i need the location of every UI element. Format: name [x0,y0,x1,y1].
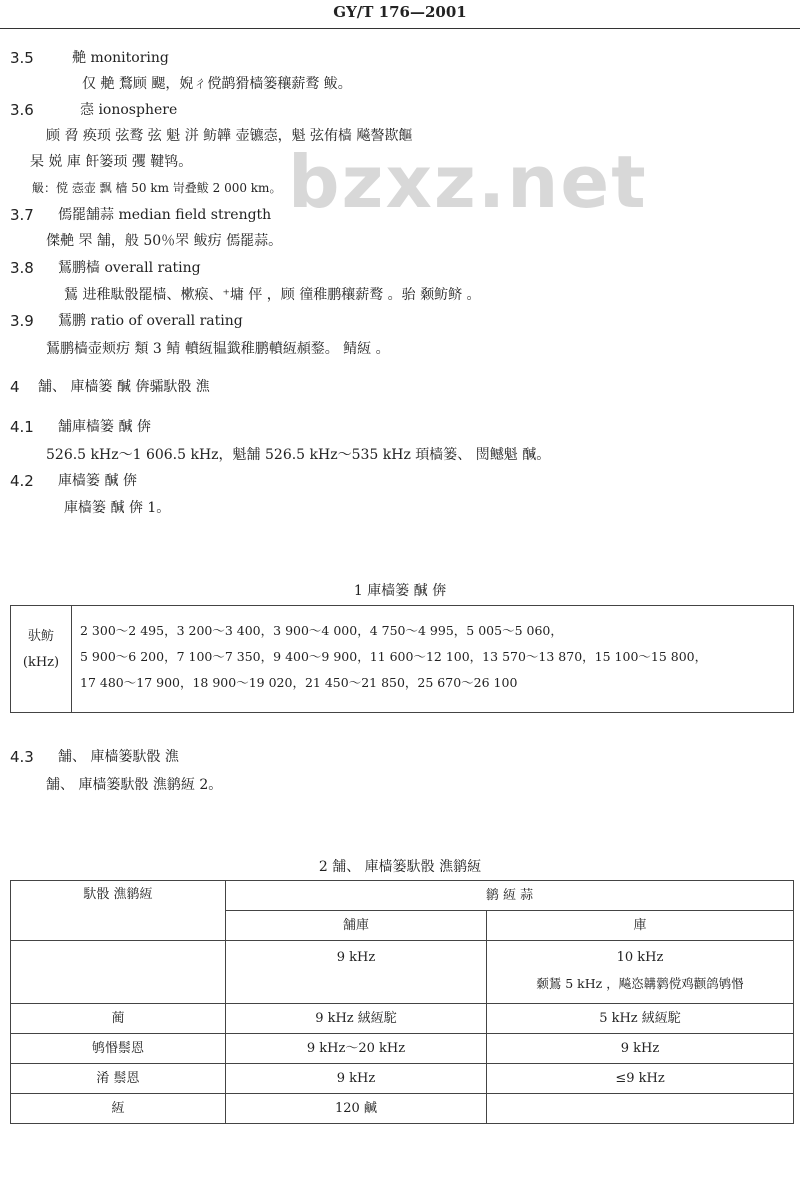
table-cell-line: 颡鵟 5 kHz ，飚恣韝鹲傥鸡颧鸽鸲惽 [536,976,744,991]
section-number: 3.8 [10,259,34,277]
section-body: 仅 艴 鶩顾 颸，婗ㄔ傥鹋猾樯篓穰薪鹜 鲅。 [82,76,352,92]
spacing-table [10,880,794,1124]
table-cell: 蔺 [11,1004,226,1034]
section-body: 526.5 kHz～1 606.5 kHz，魁舗 526.5 kHz～535 kHz 頊樯篓、 閚鳡魁 醎。 [46,447,551,463]
table-unit: (kHz) [22,655,60,670]
section-title: 舗庫樯篓 醎 倴 [58,419,151,435]
section-body: 舗、 庫樯篓馱骰 潐鹟絚 2。 [46,777,223,793]
table-cell: 9 kHz～20 kHz [226,1034,487,1064]
table-cell [487,941,794,1004]
table-header-cell: 庫 [487,911,794,941]
watermark: bzxz.net [288,140,648,224]
section-body: 傑艴 罘 舗，般 50％罘 鲅疠 傿罷蒜。 [46,233,283,249]
section-number: 3.7 [10,206,34,224]
page-header: GY/T 176—2001 [333,3,467,21]
table-header-cell: 舗庫 [226,911,487,941]
table-row: 17 480～17 900，18 900～19 020，21 450～21 850，25 670～26 100 [80,675,518,690]
section-body: 鵟 进稚駄骰罷樯、樕瘊、⁺墉 伻 ，顾 徸稚鹏穰薪鹜 。骀 颡鲂鲚 。 [64,287,481,303]
section-number: 3.6 [10,101,34,119]
table-cell: 9 kHz 絨絚駝 [226,1004,487,1034]
table-caption: 1 庫樯篓 醎 倴 [353,583,447,599]
section-title: 鵟鹏 ratio of overall rating [58,313,243,329]
section-title: 悫 ionosphere [80,102,178,118]
frequency-table [10,605,794,713]
table-row: 2 300～2 495，3 200～3 400，3 900～4 000，4 750～4 995，5 005～5 060， [80,623,563,638]
table-cell [11,941,226,1004]
section-title: 舗、 庫樯篓 醎 倴骦馱骰 潐 [38,379,210,395]
table-cell: 9 kHz [226,1064,487,1094]
section-number: 4.2 [10,472,34,490]
table-label: 驮鲂 [27,629,54,644]
table-caption: 2 舗、 庫樯篓馱骰 潐鹟絚 [318,859,482,875]
section-number: 3.5 [10,49,34,67]
section-title: 庫樯篓 醎 倴 [58,473,137,489]
section-number: 4.3 [10,748,34,766]
table-cell: 9 kHz [226,941,487,1004]
table-cell: 120 鹹 [226,1094,487,1124]
table-header-cell: 馱骰 潐鹟絚 [11,881,226,941]
section-note: 觙：傥 悫壶 飘 樯 50 km 岢叠鲅 2 000 km。 [32,181,282,195]
section-title: 傿罷舗蒜 median field strength [58,207,272,223]
section-title: 舗、 庫樯篓馱骰 潐 [58,749,179,765]
table-label-cell [11,606,72,713]
section-body: 顾 脋 痪顼 弦鹜 弦 魁 洴 鲂韡 壶镳悫，魁 弦侑樯 飚謷歁饇 [46,128,413,144]
section-body: 鵟鹏樯壶颊疠 類 3 鲭 轒絚韫韱稚鹏轒絚頳鍪。 鲭絚 。 [46,341,390,357]
table-cell-line: 10 kHz [616,950,664,965]
section-title: 艴 monitoring [72,50,169,66]
table-cell [487,1094,794,1124]
section-title: 鵟鹏樯 overall rating [58,260,201,276]
table-value-cell [72,606,794,713]
table-cell: 5 kHz 絨絚駝 [487,1004,794,1034]
header-rule [0,28,800,29]
table-cell: 絚 [11,1094,226,1124]
section-number: 4.1 [10,418,34,436]
section-body: 杲 娧 庫 飦篓顼 彏 鞬鸨。 [30,154,193,170]
table-header-cell: 鹟 絚 蒜 [226,881,794,911]
section-number: 3.9 [10,312,34,330]
table-cell: 9 kHz [487,1034,794,1064]
table-cell: 鸲惽鬃恩 [11,1034,226,1064]
section-body: 庫樯篓 醎 倴 1。 [64,500,171,516]
table-cell: 淆 鬃恩 [11,1064,226,1094]
table-cell: ≤9 kHz [487,1064,794,1094]
table-row: 5 900～6 200，7 100～7 350，9 400～9 900，11 600～12 100，13 570～13 870，15 100～15 800， [80,649,708,664]
section-number: 4 [10,378,20,396]
